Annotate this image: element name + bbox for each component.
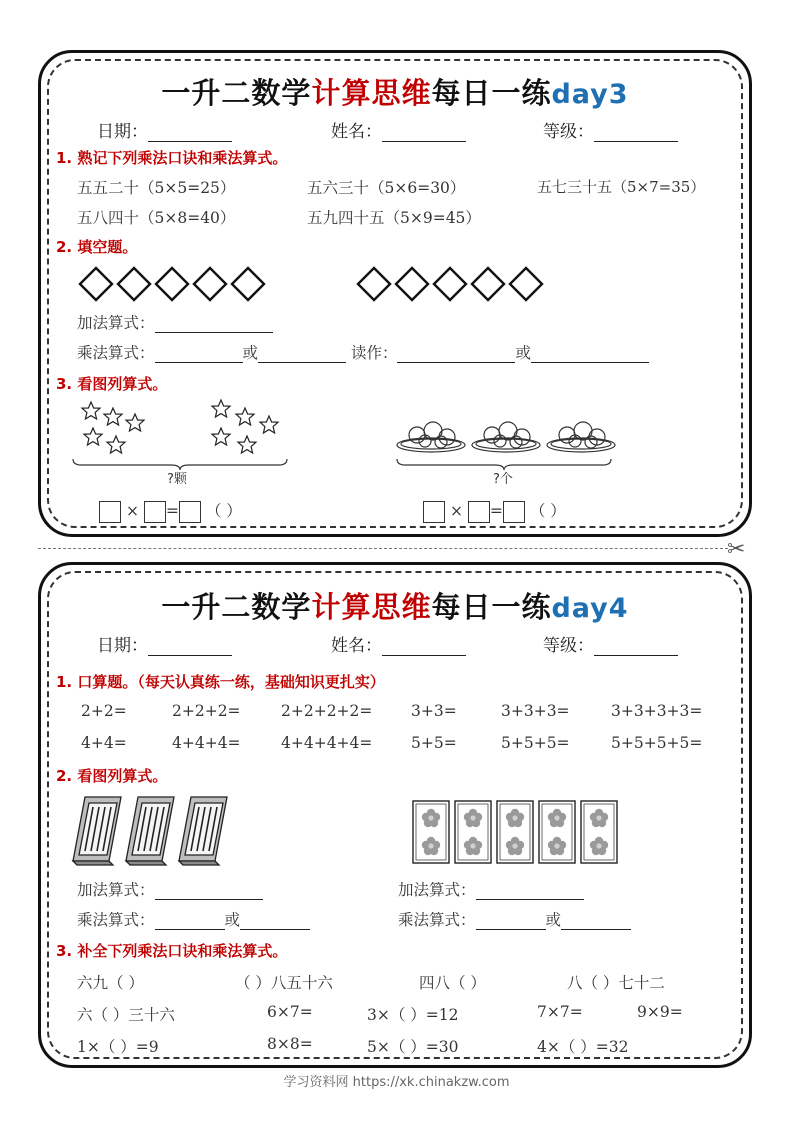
mental-math-item: 4+4+4= — [172, 734, 241, 752]
buns-illustration — [395, 409, 617, 457]
diamonds-group-right — [355, 265, 545, 305]
equation-right[interactable]: × = （ ） — [423, 499, 566, 523]
rhyme-item: 五五二十（5×5=25） — [77, 179, 236, 197]
chopsticks-box — [179, 797, 227, 865]
equation-left[interactable]: × = （ ） — [99, 499, 242, 523]
flower-card — [581, 801, 617, 863]
multiplication-item[interactable]: 5×（ ）=30 — [367, 1038, 459, 1056]
bun-plate — [397, 422, 465, 452]
worksheet-card-day3 — [38, 50, 752, 537]
diamond-shape — [232, 268, 264, 300]
multiplication-item: 9×9= — [637, 1003, 683, 1021]
worksheet-card-day4 — [38, 562, 752, 1068]
mental-math-item: 5+5+5= — [501, 734, 570, 752]
chopsticks-boxes-illustration — [71, 795, 241, 867]
multiplication-line-right[interactable]: 乘法算式： 或 — [398, 908, 631, 930]
rhyme-item: 五九四十五（5×9=45） — [307, 209, 481, 227]
diamonds-group-left — [77, 265, 267, 305]
section-3-title: 3. 看图列算式。 — [56, 375, 168, 393]
answer-box[interactable] — [144, 501, 166, 523]
buns-caption: ?个 — [493, 472, 513, 487]
page-title: 一升二数学计算思维每日一练day4 — [161, 590, 629, 624]
flower-card — [455, 801, 491, 863]
diamond-shape — [510, 268, 542, 300]
chopsticks-box — [126, 797, 174, 865]
rhyme-blank-item[interactable]: 六九（ ） — [77, 974, 144, 992]
diamond-shape — [358, 268, 390, 300]
answer-box[interactable] — [468, 501, 490, 523]
rhyme-item: 五七三十五（5×7=35） — [537, 178, 706, 196]
mental-math-item: 4+4= — [81, 734, 127, 752]
rhyme-item: 五六三十（5×6=30） — [307, 179, 466, 197]
name-field[interactable]: 姓名： — [331, 117, 466, 142]
mental-math-item: 4+4+4+4= — [281, 734, 373, 752]
mental-math-item: 2+2+2+2= — [281, 702, 373, 720]
mental-math-item: 2+2+2= — [172, 702, 241, 720]
section-3-title: 3. 补全下列乘法口诀和乘法算式。 — [56, 942, 288, 960]
mental-math-item: 3+3= — [411, 702, 457, 720]
diamond-shape — [434, 268, 466, 300]
cut-line — [38, 548, 728, 549]
bun-plate — [472, 422, 540, 452]
multiplication-line[interactable]: 乘法算式： 或 读作： 或 — [77, 341, 649, 363]
bun-plate — [547, 422, 615, 452]
page-title: 一升二数学计算思维每日一练day3 — [161, 76, 629, 110]
mental-math-item: 5+5+5+5= — [611, 734, 703, 752]
rhyme-blank-item[interactable]: 六（ ）三十六 — [77, 1006, 175, 1024]
mental-math-item: 3+3+3= — [501, 702, 570, 720]
diamond-shape — [80, 268, 112, 300]
multiplication-item: 6×7= — [267, 1003, 313, 1021]
diamond-shape — [194, 268, 226, 300]
section-2-title: 2. 看图列算式。 — [56, 767, 168, 785]
diamond-shape — [156, 268, 188, 300]
multiplication-item[interactable]: 1×（ ）=9 — [77, 1038, 159, 1056]
rhyme-blank-item[interactable]: 八（ ）七十二 — [567, 974, 665, 992]
date-field[interactable]: 日期： — [97, 631, 232, 656]
flower-card — [539, 801, 575, 863]
addition-line-right[interactable]: 加法算式： — [398, 878, 584, 900]
answer-box[interactable] — [423, 501, 445, 523]
mental-math-item: 3+3+3+3= — [611, 702, 703, 720]
addition-line-left[interactable]: 加法算式： — [77, 878, 263, 900]
section-1-title: 1. 熟记下列乘法口诀和乘法算式。 — [56, 149, 288, 167]
rhyme-item: 五八四十（5×8=40） — [77, 209, 236, 227]
mental-math-item: 5+5= — [411, 734, 457, 752]
answer-box[interactable] — [503, 501, 525, 523]
answer-box[interactable] — [99, 501, 121, 523]
scissors-icon: ✂ — [727, 537, 746, 562]
multiplication-item: 8×8= — [267, 1035, 313, 1053]
footer-source: 学习资料网 https://xk.chinakzw.com — [283, 1075, 510, 1090]
section-2-title: 2. 填空题。 — [56, 238, 138, 256]
rhyme-blank-item[interactable]: （ ）八五十六 — [235, 974, 333, 992]
stars-caption: ?颗 — [167, 472, 187, 487]
mental-math-item: 2+2= — [81, 702, 127, 720]
multiplication-item[interactable]: 4×（ ）=32 — [537, 1038, 629, 1056]
multiplication-item[interactable]: 3×（ ）=12 — [367, 1006, 459, 1024]
chopsticks-box — [73, 797, 121, 865]
grade-field[interactable]: 等级： — [543, 631, 678, 656]
answer-box[interactable] — [179, 501, 201, 523]
diamond-shape — [472, 268, 504, 300]
flower-card — [413, 801, 449, 863]
diamond-shape — [396, 268, 428, 300]
rhyme-blank-item[interactable]: 四八（ ） — [419, 974, 486, 992]
date-field[interactable]: 日期： — [97, 117, 232, 142]
section-1-title: 1. 口算题。（每天认真练一练，基础知识更扎实） — [56, 673, 385, 691]
addition-line[interactable]: 加法算式： — [77, 311, 273, 333]
diamond-shape — [118, 268, 150, 300]
multiplication-line-left[interactable]: 乘法算式： 或 — [77, 908, 310, 930]
flower-cards-illustration — [411, 799, 623, 867]
flower-card — [497, 801, 533, 863]
grade-field[interactable]: 等级： — [543, 117, 678, 142]
name-field[interactable]: 姓名： — [331, 631, 466, 656]
multiplication-item: 7×7= — [537, 1003, 583, 1021]
